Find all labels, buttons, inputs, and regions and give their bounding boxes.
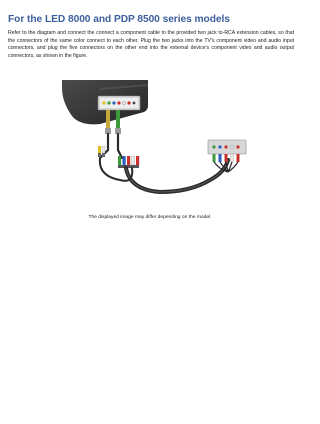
port-red-2 (127, 101, 130, 104)
page-title: For the LED 8000 and PDP 8500 series models (8, 14, 230, 25)
tv-component-input-panel (98, 96, 140, 110)
figure-caption: The displayed image may differ depending on the model. (88, 215, 212, 220)
port-green (107, 101, 110, 104)
instruction-paragraph: Refer to the diagram and connect the connect a component cable to the provided two jack to-RCA extension cables, so that the connectors of the same color connect to each other. Plug the two jacks into the TV's component video and audio input connectors, and plug the five connectors on the other end into the external device's component video and audio output connectors, as shown in the figure. (8, 30, 294, 59)
port-blue (112, 101, 115, 104)
extension-rca-connectors (118, 156, 139, 168)
port-black (133, 102, 136, 105)
device-rca-plugs (213, 154, 240, 172)
port-yellow (102, 101, 105, 104)
port-white (122, 101, 125, 104)
device-component-output-panel (208, 140, 246, 154)
connection-diagram (60, 80, 260, 210)
port-red (117, 101, 120, 104)
